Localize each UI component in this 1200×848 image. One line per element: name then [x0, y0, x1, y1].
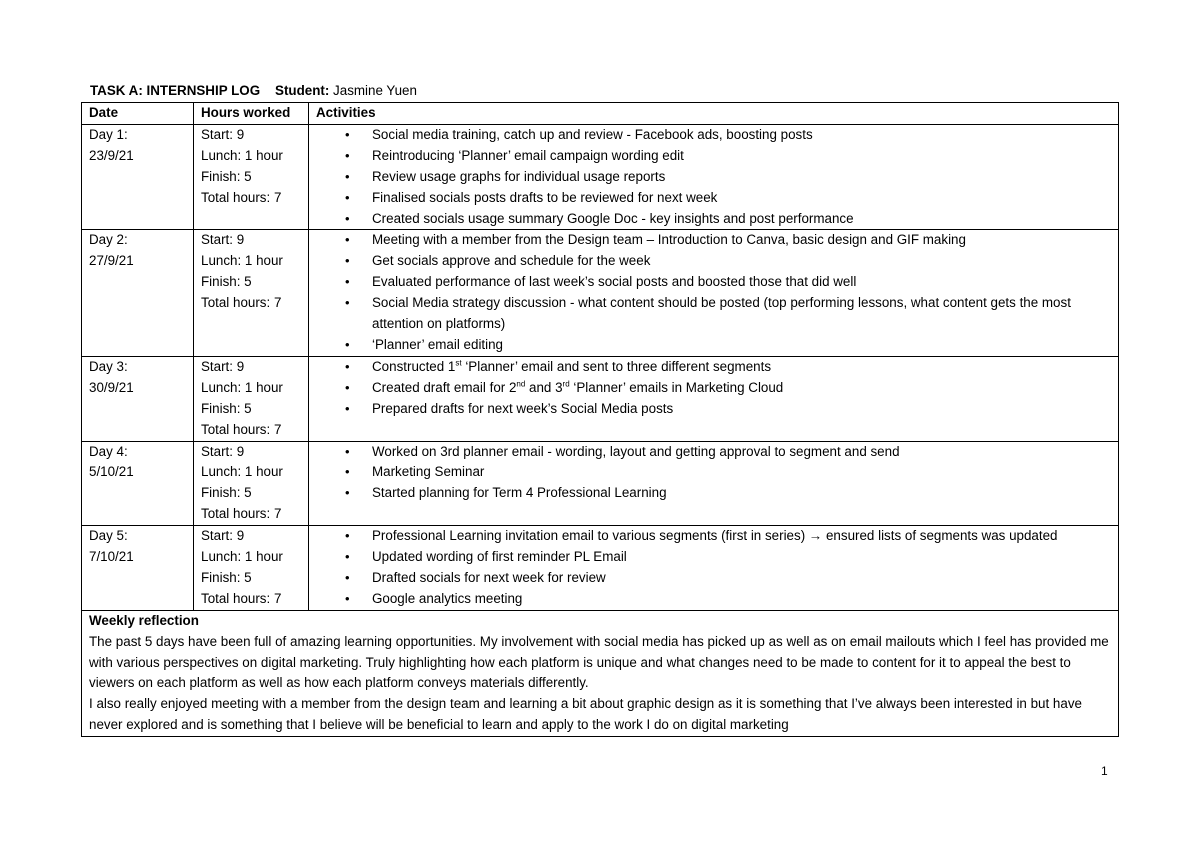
activity-item: • Finalised socials posts drafts to be reviewed for next week — [372, 188, 1118, 209]
activity-item: • Reintroducing ‘Planner’ email campaign wording edit — [372, 146, 1118, 167]
day-label: Day 5: — [89, 528, 128, 544]
start-time: Start: 9 — [201, 232, 245, 248]
activity-text: ‘Planner’ email and sent to three different segments — [461, 358, 772, 374]
activities-cell — [309, 230, 1119, 356]
activities-cell — [309, 124, 1119, 230]
hours-cell — [194, 230, 309, 356]
date-cell — [82, 526, 194, 611]
date-value: 23/9/21 — [89, 147, 134, 163]
finish-time: Finish: 5 — [201, 274, 252, 290]
activities-cell — [309, 356, 1119, 441]
table-header-row — [82, 103, 1119, 125]
table-row — [82, 526, 1119, 611]
activity-list — [316, 526, 1118, 610]
table-row — [82, 230, 1119, 356]
activity-list — [316, 125, 1118, 230]
finish-time: Finish: 5 — [201, 168, 252, 184]
activity-item — [372, 357, 1118, 378]
activity-item — [372, 378, 1118, 399]
start-time: Start: 9 — [201, 126, 245, 142]
activity-item: • Updated wording of first reminder PL Email — [372, 547, 1118, 568]
activity-text: and 3 — [525, 379, 563, 395]
lunch-duration: Lunch: 1 hour — [201, 379, 283, 395]
activity-text: Created draft email for 2 — [372, 379, 517, 395]
activity-item: • Evaluated performance of last week’s social posts and boosted those that did well — [372, 272, 1118, 293]
activity-item: • Created socials usage summary Google Doc - key insights and post performance — [372, 209, 1118, 230]
date-cell — [82, 124, 194, 230]
date-value: 27/9/21 — [89, 253, 134, 269]
activity-item: • ‘Planner’ email editing — [372, 335, 1118, 356]
activity-item: • Started planning for Term 4 Professional Learning — [372, 483, 1118, 504]
date-value: 7/10/21 — [89, 549, 134, 565]
activity-item: • Google analytics meeting — [372, 589, 1118, 610]
activity-list — [316, 442, 1118, 505]
ordinal-suffix: rd — [562, 379, 570, 389]
reflection-paragraph: I also really enjoyed meeting with a member from the design team and learning a bit about graphic design as it is something that I’ve always been interested in but have never explored and is something that I believe will be beneficial to learn and apply to the work I do on digital marketing — [89, 696, 1082, 733]
start-time: Start: 9 — [201, 528, 245, 544]
lunch-duration: Lunch: 1 hour — [201, 464, 283, 480]
day-label: Day 4: — [89, 443, 128, 459]
header-hours-worked: Hours worked — [194, 103, 309, 125]
activity-item: • Social Media strategy discussion - what content should be posted (top performing lessons, what content gets the most attention on platforms) — [372, 293, 1118, 335]
activity-item: • Social media training, catch up and review - Facebook ads, boosting posts — [372, 125, 1118, 146]
start-time: Start: 9 — [201, 358, 245, 374]
start-time: Start: 9 — [201, 443, 245, 459]
ordinal-suffix: st — [455, 358, 462, 368]
activity-item: • Review usage graphs for individual usage reports — [372, 167, 1118, 188]
reflection-cell — [82, 610, 1119, 736]
page-number: 1 — [1101, 764, 1108, 778]
hours-cell — [194, 441, 309, 526]
activity-item: • Prepared drafts for next week’s Social Media posts — [372, 399, 1118, 420]
date-value: 30/9/21 — [89, 379, 134, 395]
activity-list — [316, 230, 1118, 355]
reflection-paragraph: The past 5 days have been full of amazing learning opportunities. My involvement with social media has picked up as well as on email mailouts which I feel has provided me with various perspectives on digital marketing. Truly highlighting how each platform is unique and what changes need to be made to content for it to appeal the best to viewers on each platform as well as how each platform conveys materials differently. — [89, 633, 1109, 691]
date-value: 5/10/21 — [89, 464, 134, 480]
hours-cell — [194, 124, 309, 230]
table-row — [82, 441, 1119, 526]
total-hours: Total hours: 7 — [201, 295, 282, 311]
total-hours: Total hours: 7 — [201, 506, 282, 522]
date-cell — [82, 230, 194, 356]
hours-cell — [194, 356, 309, 441]
table-row — [82, 356, 1119, 441]
activity-item: • Drafted socials for next week for review — [372, 568, 1118, 589]
activity-list — [316, 357, 1118, 420]
total-hours: Total hours: 7 — [201, 189, 282, 205]
finish-time: Finish: 5 — [201, 400, 252, 416]
activity-text: Constructed 1 — [372, 358, 456, 374]
finish-time: Finish: 5 — [201, 569, 252, 585]
total-hours: Total hours: 7 — [201, 590, 282, 606]
activity-text: ‘Planner’ emails in Marketing Cloud — [569, 379, 784, 395]
finish-time: Finish: 5 — [201, 485, 252, 501]
title-label: TASK A: INTERNSHIP LOG — [90, 83, 261, 98]
day-label: Day 1: — [89, 126, 128, 142]
student-label: Student: — [275, 83, 330, 98]
day-label: Day 2: — [89, 232, 128, 248]
document-title — [90, 83, 417, 98]
activities-cell — [309, 526, 1119, 611]
lunch-duration: Lunch: 1 hour — [201, 549, 283, 565]
activity-item: • Get socials approve and schedule for the week — [372, 251, 1118, 272]
activity-item: • Meeting with a member from the Design team – Introduction to Canva, basic design and GIF making — [372, 230, 1118, 251]
internship-log-table — [81, 102, 1119, 737]
hours-cell — [194, 526, 309, 611]
reflection-row — [82, 610, 1119, 736]
date-cell — [82, 356, 194, 441]
student-name: Jasmine Yuen — [333, 83, 417, 98]
date-cell — [82, 441, 194, 526]
total-hours: Total hours: 7 — [201, 421, 282, 437]
reflection-title: Weekly reflection — [89, 612, 199, 628]
activity-item: • Worked on 3rd planner email - wording, layout and getting approval to segment and send — [372, 442, 1118, 463]
header-activities: Activities — [309, 103, 1119, 125]
lunch-duration: Lunch: 1 hour — [201, 253, 283, 269]
header-date: Date — [82, 103, 194, 125]
activity-item: • Professional Learning invitation email to various segments (first in series) → ensured lists of segments was updated — [372, 526, 1118, 547]
table-row — [82, 124, 1119, 230]
activities-cell — [309, 441, 1119, 526]
lunch-duration: Lunch: 1 hour — [201, 147, 283, 163]
ordinal-suffix: nd — [516, 379, 526, 389]
day-label: Day 3: — [89, 358, 128, 374]
activity-item: • Marketing Seminar — [372, 462, 1118, 483]
